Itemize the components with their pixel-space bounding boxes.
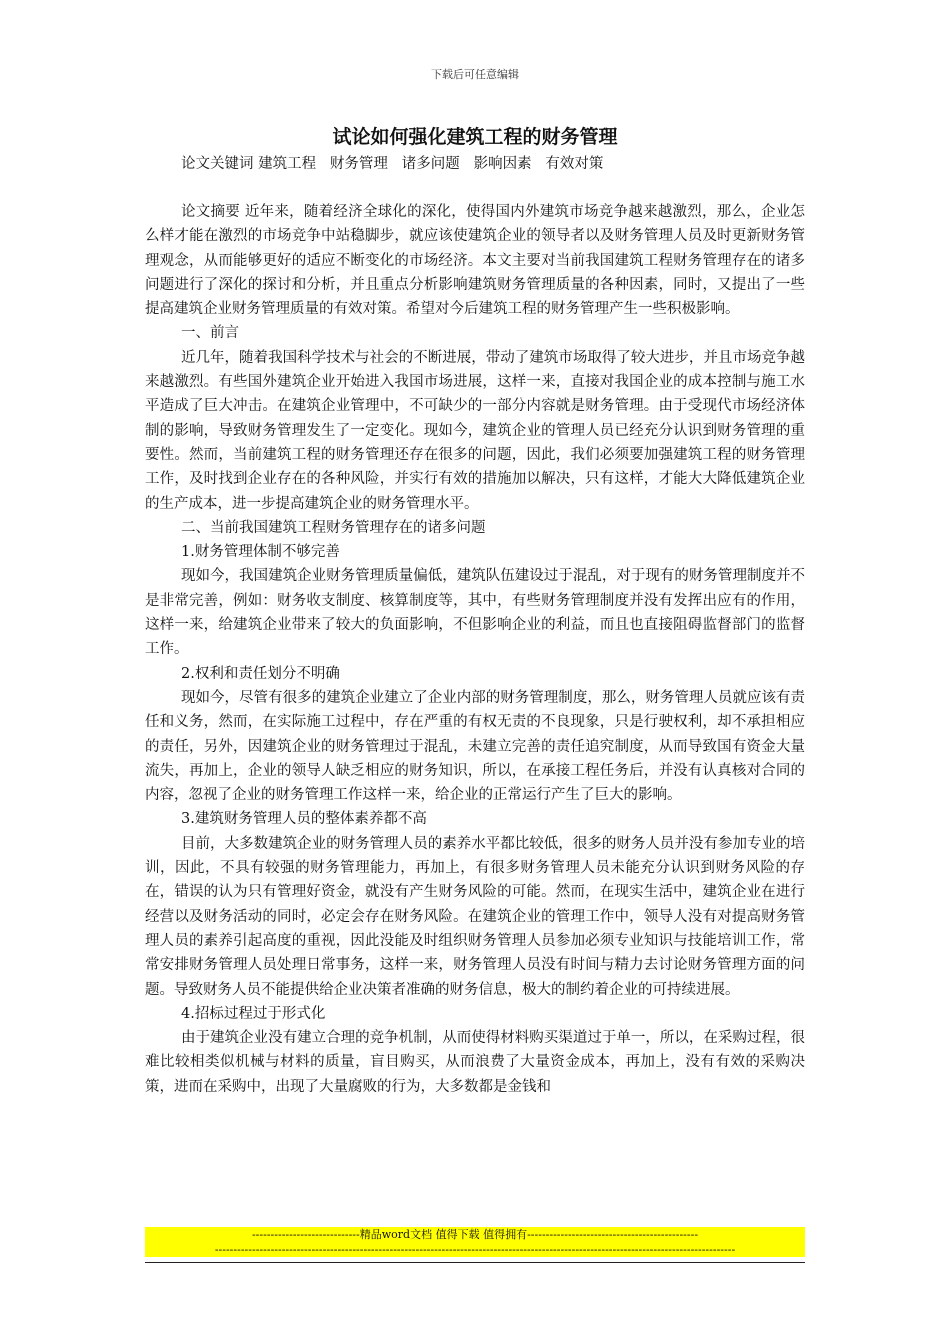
footer-banner [145, 1227, 805, 1257]
footer-line-2: -------------------------------------------------------------------------------------------------------------------------------------------- [214, 1243, 736, 1256]
footer-line-1: -----------------------------精品word文档 值得下载 值得拥有---------------------------------------------- [251, 1228, 699, 1241]
paragraph-2: 现如今，尽管有很多的建筑企业建立了企业内部的财务管理制度，那么，财务管理人员就应该有责任和义务，然而，在实际施工过程中，存在严重的有权无责的不良现象，只是行驶权利，却不承担相应的责任，另外，因建筑企业的财务管理过于混乱，未建立完善的责任追究制度，从而导致国有资金大量流失，再加上，企业的领导人缺乏相应的财务知识，所以，在承接工程任务后，并没有认真核对合同的内容，忽视了企业的财务管理工作这样一来，给企业的正常运行产生了巨大的影响。 [145, 689, 805, 804]
footer-rule [145, 1262, 805, 1263]
paragraph-4: 由于建筑企业没有建立合理的竞争机制，从而使得材料购买渠道过于单一，所以，在采购过程，很难比较相类似机械与材料的质量，盲目购买，从而浪费了大量资金成本，再加上，没有有效的采购决策，进而在采购中，出现了大量腐败的行为，大多数都是金钱和 [145, 1030, 805, 1095]
subheading-3: 3.建筑财务管理人员的整体素养都不高 [181, 811, 427, 828]
document-title: 试论如何强化建筑工程的财务管理 [332, 126, 618, 148]
document-body [145, 124, 805, 1099]
heading-section-two: 二、当前我国建筑工程财务管理存在的诸多问题 [181, 519, 486, 536]
paragraph-preface: 近几年，随着我国科学技术与社会的不断进展，带动了建筑市场取得了较大进步，并且市场竞争越来越激烈。有些国外建筑企业开始进入我国市场进展，这样一来，直接对我国企业的成本控制与施工水平造成了巨大冲击。在建筑企业管理中，不可缺少的一部分内容就是财务管理。由于受现代市场经济体制的影响，导致财务管理发生了一定变化。现如今，建筑企业的管理人员已经充分认识到财务管理的重要性。然而，当前建筑工程的财务管理还存在很多的问题，因此，我们必须要加强建筑工程的财务管理工作，及时找到企业存在的各种风险，并实行有效的措施加以解决，只有这样，才能大大降低建筑企业的生产成本，进一步提高建筑企业的财务管理水平。 [145, 349, 805, 512]
page-header: 下载后可任意编辑 [431, 68, 519, 81]
paragraph-3: 目前，大多数建筑企业的财务管理人员的素养水平都比较低，很多的财务人员并没有参加专业的培训，因此，不具有较强的财务管理能力，再加上，有很多财务管理人员未能充分认识到财务风险的存在，错误的认为只有管理好资金，就没有产生财务风险的可能。然而，在现实生活中，建筑企业在进行经营以及财务活动的同时，必定会存在财务风险。在建筑企业的管理工作中，领导人没有对提高财务管理人员的素养引起高度的重视，因此没能及时组织财务管理人员参加必须专业知识与技能培训工作，常常安排财务管理人员处理日常事务，这样一来，财务管理人员没有时间与精力去讨论财务管理方面的问题。导致财务人员不能提供给企业决策者准确的财务信息，极大的制约着企业的可持续进展。 [145, 835, 805, 998]
paragraph-1: 现如今，我国建筑企业财务管理质量偏低，建筑队伍建设过于混乱，对于现有的财务管理制度并不是非常完善，例如：财务收支制度、核算制度等，其中，有些财务管理制度并没有发挥出应有的作用，这样一来，给建筑企业带来了较大的负面影响，不但影响企业的利益，而且也直接阻碍监督部门的监督工作。 [145, 568, 805, 658]
heading-preface: 一、前言 [181, 325, 239, 342]
subheading-1: 1.财务管理体制不够完善 [181, 544, 340, 561]
subheading-2: 2.权利和责任划分不明确 [181, 665, 340, 682]
paragraph-abstract: 论文摘要 近年来，随着经济全球化的深化，使得国内外建筑市场竞争越来越激烈，那么，企业怎么样才能在激烈的市场竞争中站稳脚步，就应该使建筑企业的领导者以及财务管理人员及时更新财务管理观念，从而能够更好的适应不断变化的市场经济。本文主要对当前我国建筑工程财务管理存在的诸多问题进行了深化的探讨和分析，并且重点分析影响建筑财务管理质量的各种因素，同时，又提出了一些提高建筑企业财务管理质量的有效对策。希望对今后建筑工程的财务管理产生一些积极影响。 [145, 204, 805, 318]
subheading-4: 4.招标过程过于形式化 [181, 1005, 326, 1022]
keywords-line: 论文关键词 建筑工程 财务管理 诸多问题 影响因素 有效对策 [181, 156, 604, 172]
